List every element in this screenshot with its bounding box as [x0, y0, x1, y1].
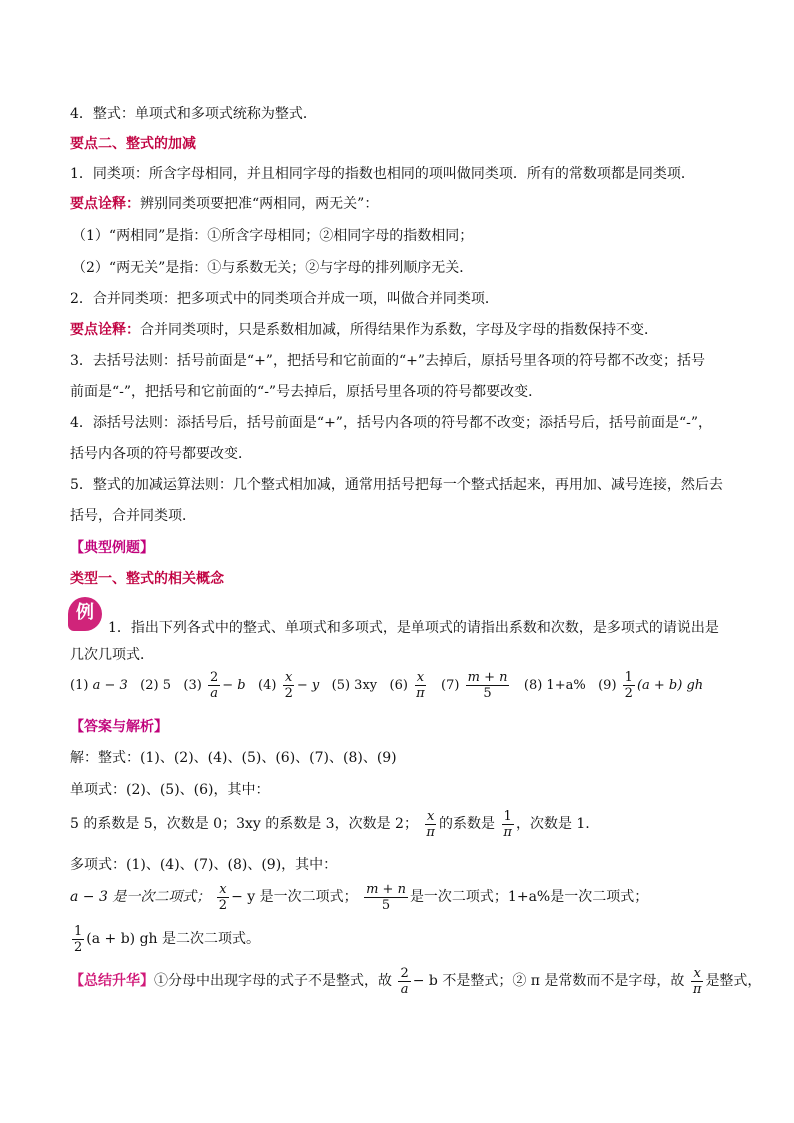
expr-label: (7): [441, 678, 460, 693]
expr-1: a − 3: [92, 678, 128, 693]
solution-line-4: 多项式：(1)、(4)、(7)、(8)、(9)，其中：: [70, 857, 338, 873]
note-1-text: 辨别同类项要把准“两相同，两无关”：: [140, 196, 379, 212]
summary-line: 【总结升华】①分母中出现字母的式子不是整式，故 $\frac{2}{a}$ − b 不是整式；② π 是常数而不是字母，故 $\frac{x}{\pi}$ 是整式，: [70, 965, 762, 997]
expression-list: [70, 668, 703, 704]
expr-7-fraction: $\frac{m + n}{5}$: [467, 670, 508, 701]
expr-3-tail: − b: [222, 678, 246, 693]
expr-label: (4): [258, 678, 277, 693]
expr-8: (8) 1+a%: [523, 678, 586, 693]
answer-title: 【答案与解析】: [70, 719, 168, 735]
expr-label: (6): [389, 678, 408, 693]
paragraph-4a: 4．添括号法则：添括号后，括号前面是“+”，括号内各项的符号都不改变；添括号后，括号前面是“-”，: [70, 415, 712, 431]
type1-title: 类型一、整式的相关概念: [70, 571, 224, 587]
section-title-key2: 要点二、整式的加减: [70, 136, 196, 152]
expr-9-fraction: $\frac{1}{2}$: [624, 670, 633, 701]
expr-6-fraction: $\frac{x}{\pi}$: [416, 670, 425, 701]
paragraph-5b: 括号，合并同类项．: [70, 508, 196, 524]
expr-4-tail: − y: [296, 678, 320, 693]
paragraph-1: 1．同类项：所含字母相同，并且相同字母的指数也相同的项叫做同类项．所有的常数项都是同类项．: [70, 166, 695, 182]
fraction-2-over-a: $\frac{2}{a}$: [400, 965, 409, 997]
solution-line-6: $\frac{1}{2}$ (a + b) gh 是二次二项式。: [74, 923, 261, 955]
summary-label: 【总结升华】: [70, 973, 154, 989]
note-1-a: （1）“两相同”是指：①所含字母相同；②相同字母的指数相同；: [72, 228, 474, 244]
expr-9-tail: (a + b) gh: [636, 678, 704, 693]
paragraph-4b: 括号内各项的符号都要改变．: [70, 446, 252, 462]
expr-label: (1): [70, 678, 89, 693]
fraction-x-over-pi-2: $\frac{x}{\pi}$: [692, 965, 702, 997]
fraction-x-over-pi: $\frac{x}{\pi}$: [426, 808, 435, 840]
examples-title: 【典型例题】: [70, 540, 154, 556]
note-2: [70, 320, 658, 340]
note-1: [70, 194, 378, 214]
paragraph-3b: 前面是“-”，把括号和它前面的“-”号去掉后，原括号里各项的符号都要改变．: [70, 384, 543, 400]
question-1b: 几次几项式．: [70, 647, 154, 663]
note-label: 要点诠释：: [70, 196, 140, 212]
note-label: 要点诠释：: [70, 322, 140, 338]
expr-5: (5) 3xy: [331, 678, 378, 693]
solution-line-3: 5 的系数是 5，次数是 0；3xy 的系数是 3，次数是 2； $\frac{x}{\pi}$ 的系数是 $\frac{1}{\pi}$ ，次数是 1.: [70, 808, 590, 840]
solution-line-2: 单项式：(2)、(5)、(6)，其中：: [70, 782, 270, 798]
item-4: 4．整式：单项式和多项式统称为整式．: [70, 106, 317, 122]
note-2-text: 合并同类项时，只是系数相加减，所得结果作为系数，字母及字母的指数保持不变．: [140, 322, 658, 338]
fraction-x-over-2: $\frac{x}{2}$: [218, 881, 228, 913]
fraction-m-plus-n-over-5: $\frac{m + n}{5}$: [366, 881, 406, 913]
expr-label: (3): [183, 678, 202, 693]
solution-line-1: 解：整式：(1)、(2)、(4)、(5)、(6)、(7)、(8)、(9): [70, 750, 397, 766]
expr-3-fraction: $\frac{2}{a}$: [209, 670, 219, 701]
expr-label: (9): [598, 678, 617, 693]
question-1a: 1．指出下列各式中的整式、单项式和多项式，是单项式的请指出系数和次数，是多项式的请说出是: [108, 620, 719, 636]
fraction-1-over-2: $\frac{1}{2}$: [74, 923, 83, 955]
solution-line-5: a − 3 是一次二项式； $\frac{x}{2}$ − y 是一次二项式； $\frac{m + n}{5}$ 是一次二项式；1+a%是一次二项式；: [70, 881, 649, 913]
note-1-b: （2）“两无关”是指：①与系数无关；②与字母的排列顺序无关．: [72, 260, 474, 276]
expr-4-fraction: $\frac{x}{2}$: [284, 670, 293, 701]
paragraph-5a: 5．整式的加减运算法则：几个整式相加减，通常用括号把每一个整式括起来，再用加、减号连接，然后去: [70, 477, 723, 493]
example-badge: 例: [68, 597, 102, 631]
paragraph-2: 2．合并同类项：把多项式中的同类项合并成一项，叫做合并同类项．: [70, 291, 499, 307]
fraction-1-over-pi: $\frac{1}{\pi}$: [503, 808, 512, 840]
expr-2: (2) 5: [140, 678, 171, 693]
paragraph-3a: 3．去括号法则：括号前面是“+”，把括号和它前面的“+”去掉后，原括号里各项的符号都不改变；括号: [70, 353, 705, 369]
